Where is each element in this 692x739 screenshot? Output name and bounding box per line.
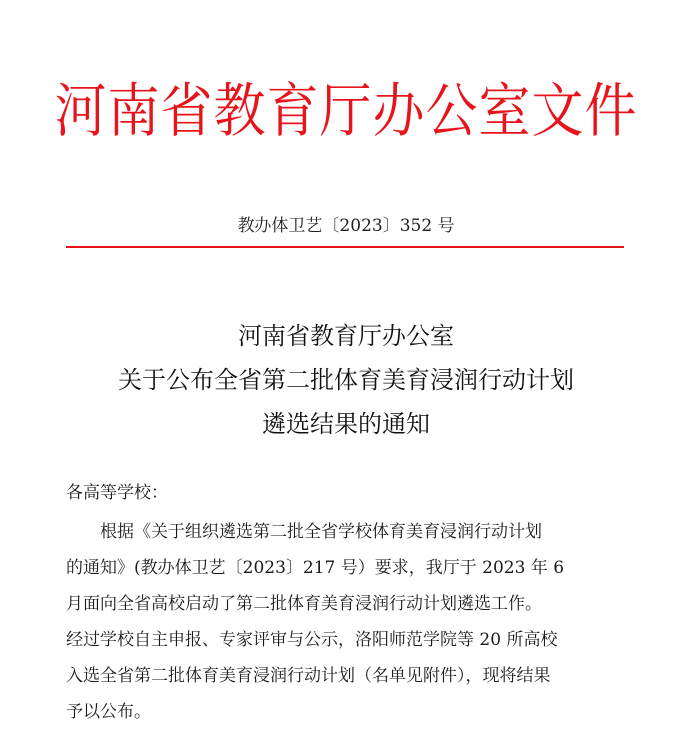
document-number: 教办体卫艺〔2023〕352 号 [237, 216, 455, 236]
notice-title [0, 314, 692, 446]
body-line: 予以公布。 [66, 702, 151, 722]
red-divider-line [66, 246, 624, 248]
notice-title-line: 河南省教育厅办公室 [238, 322, 454, 350]
body-paragraph [66, 514, 628, 730]
notice-title-line: 遴选结果的通知 [262, 410, 430, 438]
body-line: 经过学校自主申报、专家评审与公示，洛阳师范学院等 20 所高校 [66, 630, 558, 650]
body-line: 入选全省第二批体育美育浸润行动计划（名单见附件），现将结果 [66, 666, 551, 686]
body-line: 根据《关于组织遴选第二批全省学校体育美育浸润行动计划 [100, 522, 542, 542]
notice-title-line: 关于公布全省第二批体育美育浸润行动计划 [118, 366, 574, 394]
document-header-title: 河南省教育厅办公室文件 [54, 78, 638, 146]
body-line: 月面向全省高校启动了第二批体育美育浸润行动计划遴选工作。 [66, 594, 542, 614]
salutation: 各高等学校： [66, 483, 168, 503]
body-line: 的通知》(教办体卫艺〔2023〕217 号）要求，我厅于 2023 年 6 [66, 558, 565, 578]
